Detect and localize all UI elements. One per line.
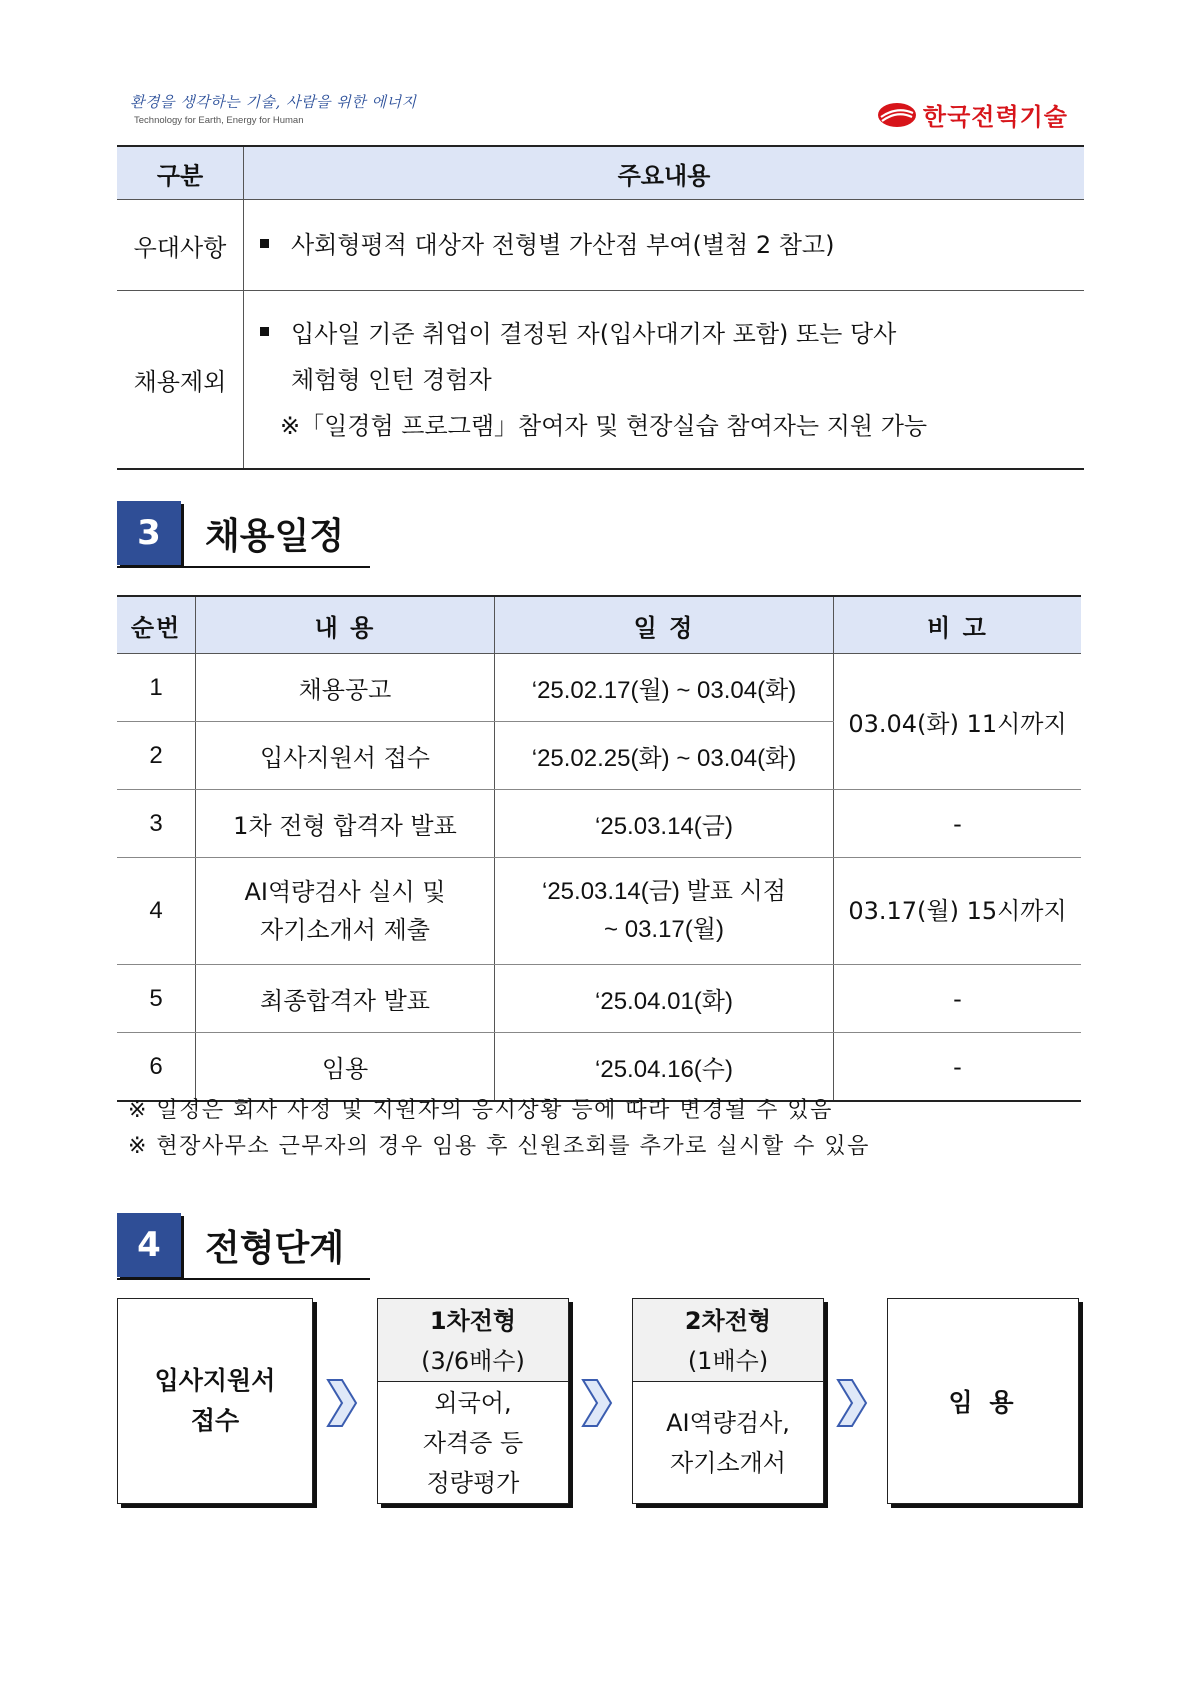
row-date-line1: ‘25.03.14(금) 발표 시점: [542, 878, 786, 905]
row-content: 1차 전형 합격자 발표: [196, 790, 495, 858]
table-row: [117, 200, 1084, 291]
row-content: 최종합격자 발표: [196, 965, 495, 1033]
row-date: ‘25.02.17(월) ~ 03.04(화): [495, 654, 834, 722]
section-number: 4: [117, 1213, 181, 1277]
row-no: 2: [117, 722, 196, 790]
step-first-title: 1차전형: [429, 1307, 517, 1335]
row-no: 5: [117, 965, 196, 1033]
step-second-body: [633, 1382, 823, 1503]
step-second-body-line: AI역량검사,: [666, 1408, 790, 1437]
step-first-body-line: 정량평가: [426, 1468, 520, 1497]
row-no: 4: [117, 858, 196, 965]
step-second-header: [633, 1299, 823, 1382]
step-application-line2: 접수: [190, 1406, 240, 1435]
row-content-line1: AI역량검사 실시 및: [244, 878, 446, 906]
note-line: ※ 현장사무소 근무자의 경우 임용 후 신원조회를 추가로 실시할 수 있음: [128, 1134, 870, 1159]
step-first-body-line: 외국어,: [434, 1388, 512, 1417]
row-date: [495, 858, 834, 965]
row-content: [196, 858, 495, 965]
chevron-right-icon: [834, 1378, 870, 1428]
row-no: 6: [117, 1033, 196, 1102]
col-header-category: 구분: [117, 146, 244, 200]
chevron-right-icon: [324, 1378, 360, 1428]
row-note: 03.17(월) 15시까지: [834, 858, 1082, 965]
step-second-title: 2차전형: [684, 1307, 772, 1335]
section-title: 전형단계: [205, 1227, 345, 1269]
kepco-logo-icon: [877, 102, 917, 128]
exclusion-note: ※「일경험 프로그램」참여자 및 현장실습 참여자는 지원 가능: [280, 411, 928, 440]
row-content-line2: 자기소개서 제출: [260, 916, 430, 944]
section-underline: [117, 566, 370, 568]
section-heading-process: [117, 1213, 344, 1277]
row-note: -: [834, 790, 1082, 858]
step-appointment: [887, 1298, 1079, 1504]
note-line: ※ 일정은 회사 사정 및 지원자의 응시상황 등에 따라 변경될 수 있음: [128, 1098, 833, 1123]
row-date: ‘25.02.25(화) ~ 03.04(화): [495, 722, 834, 790]
row-content-preferential: [244, 200, 1085, 291]
chevron-right-icon: [579, 1378, 615, 1428]
row-content: 채용공고: [196, 654, 495, 722]
row-date: ‘25.04.16(수): [495, 1033, 834, 1102]
col-header-content: 내 용: [196, 596, 495, 654]
row-note-merged: 03.04(화) 11시까지: [834, 654, 1082, 790]
section-title: 채용일정: [205, 515, 345, 557]
exclusion-line2: 체험형 인턴 경험자: [291, 365, 492, 394]
row-no: 1: [117, 654, 196, 722]
table-row: [117, 965, 1081, 1033]
step-application-line1: 입사지원서: [154, 1366, 276, 1395]
row-label-preferential: 우대사항: [117, 200, 244, 291]
table-row: [117, 1033, 1081, 1102]
row-content: 임용: [196, 1033, 495, 1102]
row-date: ‘25.03.14(금): [495, 790, 834, 858]
step-first-sub: (3/6배수): [421, 1347, 525, 1375]
row-label-exclusion: 채용제외: [117, 291, 244, 470]
preferential-text: 사회형평적 대상자 전형별 가산점 부여(별첨 2 참고): [291, 231, 835, 259]
row-no: 3: [117, 790, 196, 858]
col-header-note: 비 고: [834, 596, 1082, 654]
row-content-exclusion: [244, 291, 1085, 470]
table-row: [117, 654, 1081, 722]
table-row: [117, 291, 1084, 470]
schedule-table: [117, 595, 1081, 1102]
col-header-content: 주요내용: [244, 146, 1085, 200]
step-appointment-label: 임 용: [948, 1388, 1018, 1417]
col-header-date: 일 정: [495, 596, 834, 654]
step-second-body-line: 자기소개서: [670, 1448, 786, 1477]
company-logo: [877, 97, 1068, 132]
table-row: [117, 790, 1081, 858]
section-number: 3: [117, 501, 181, 565]
row-content: 입사지원서 접수: [196, 722, 495, 790]
eligibility-table: [117, 145, 1084, 470]
step-application: [117, 1298, 313, 1504]
logo-text: 한국전력기술: [922, 103, 1068, 131]
row-date: ‘25.04.01(화): [495, 965, 834, 1033]
schedule-notes: [128, 1093, 870, 1165]
exclusion-line1: 입사일 기준 취업이 결정된 자(입사대기자 포함) 또는 당사: [291, 319, 897, 348]
bullet-icon: [260, 327, 269, 336]
slogan-korean: 환경을 생각하는 기술, 사람을 위한 에너지: [130, 93, 417, 111]
table-row: [117, 858, 1081, 965]
step-first-body: [378, 1382, 568, 1503]
row-note: -: [834, 1033, 1082, 1102]
step-first-body-line: 자격증 등: [422, 1428, 524, 1457]
col-header-no: 순번: [117, 596, 196, 654]
step-second-sub: (1배수): [687, 1347, 769, 1375]
section-heading-schedule: [117, 501, 344, 565]
slogan-english: Technology for Earth, Energy for Human: [134, 115, 304, 126]
bullet-icon: [260, 239, 269, 248]
step-second-screening: [632, 1298, 824, 1504]
section-underline: [117, 1278, 370, 1280]
row-date-line2: ~ 03.17(월): [604, 916, 724, 943]
step-first-screening: [377, 1298, 569, 1504]
row-note: -: [834, 965, 1082, 1033]
step-first-header: [378, 1299, 568, 1382]
